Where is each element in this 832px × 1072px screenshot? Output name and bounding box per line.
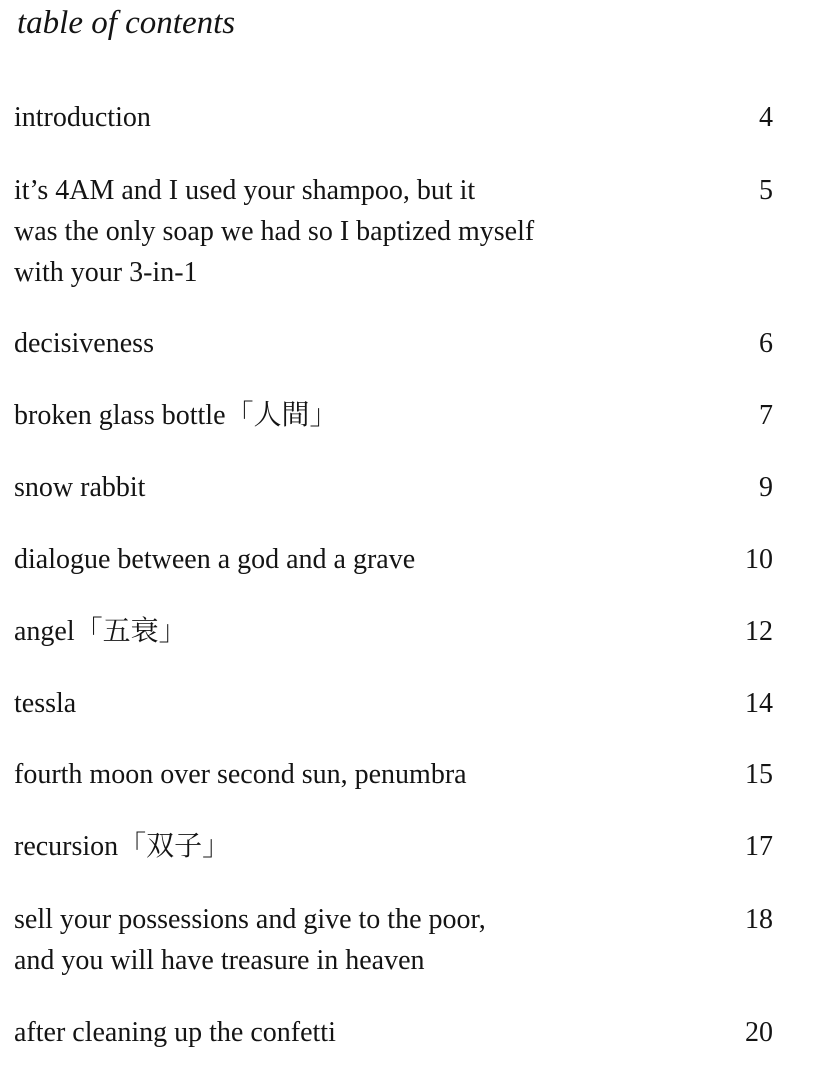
entry-page-number: 14 (745, 688, 773, 719)
entry-title: fourth moon over second sun, penumbra (14, 759, 467, 790)
entry-title: tessla (14, 688, 77, 719)
entry-page-number: 18 (745, 904, 773, 935)
entry-page-number: 9 (759, 472, 773, 503)
entry-page-number: 12 (745, 616, 773, 647)
entry-page-number: 10 (745, 544, 773, 575)
entry-title: broken glass bottle「人間」 (14, 400, 338, 431)
entry-page-number: 4 (759, 102, 773, 133)
entry-title: recursion「双子」 (14, 831, 231, 862)
entry-title: it’s 4AM and I used your shampoo, but it was the only soap we had so I baptized myself with your 3-in-1 (14, 175, 535, 288)
entry-title: sell your possessions and give to the poor, and you will have treasure in heaven (14, 904, 486, 976)
entry-page-number: 6 (759, 328, 773, 359)
entry-title: dialogue between a god and a grave (14, 544, 416, 575)
entry-page-number: 5 (759, 175, 773, 206)
entry-title: snow rabbit (14, 472, 146, 503)
entry-title: angel「五衰」 (14, 616, 187, 647)
entry-page-number: 17 (745, 831, 773, 862)
page-title: table of contents (17, 5, 236, 41)
entry-page-number: 15 (745, 759, 773, 790)
entry-page-number: 7 (759, 400, 773, 431)
entry-title: decisiveness (14, 328, 154, 359)
entry-title: introduction (14, 102, 151, 133)
entry-title: after cleaning up the confetti (14, 1017, 336, 1048)
entry-page-number: 20 (745, 1017, 773, 1048)
